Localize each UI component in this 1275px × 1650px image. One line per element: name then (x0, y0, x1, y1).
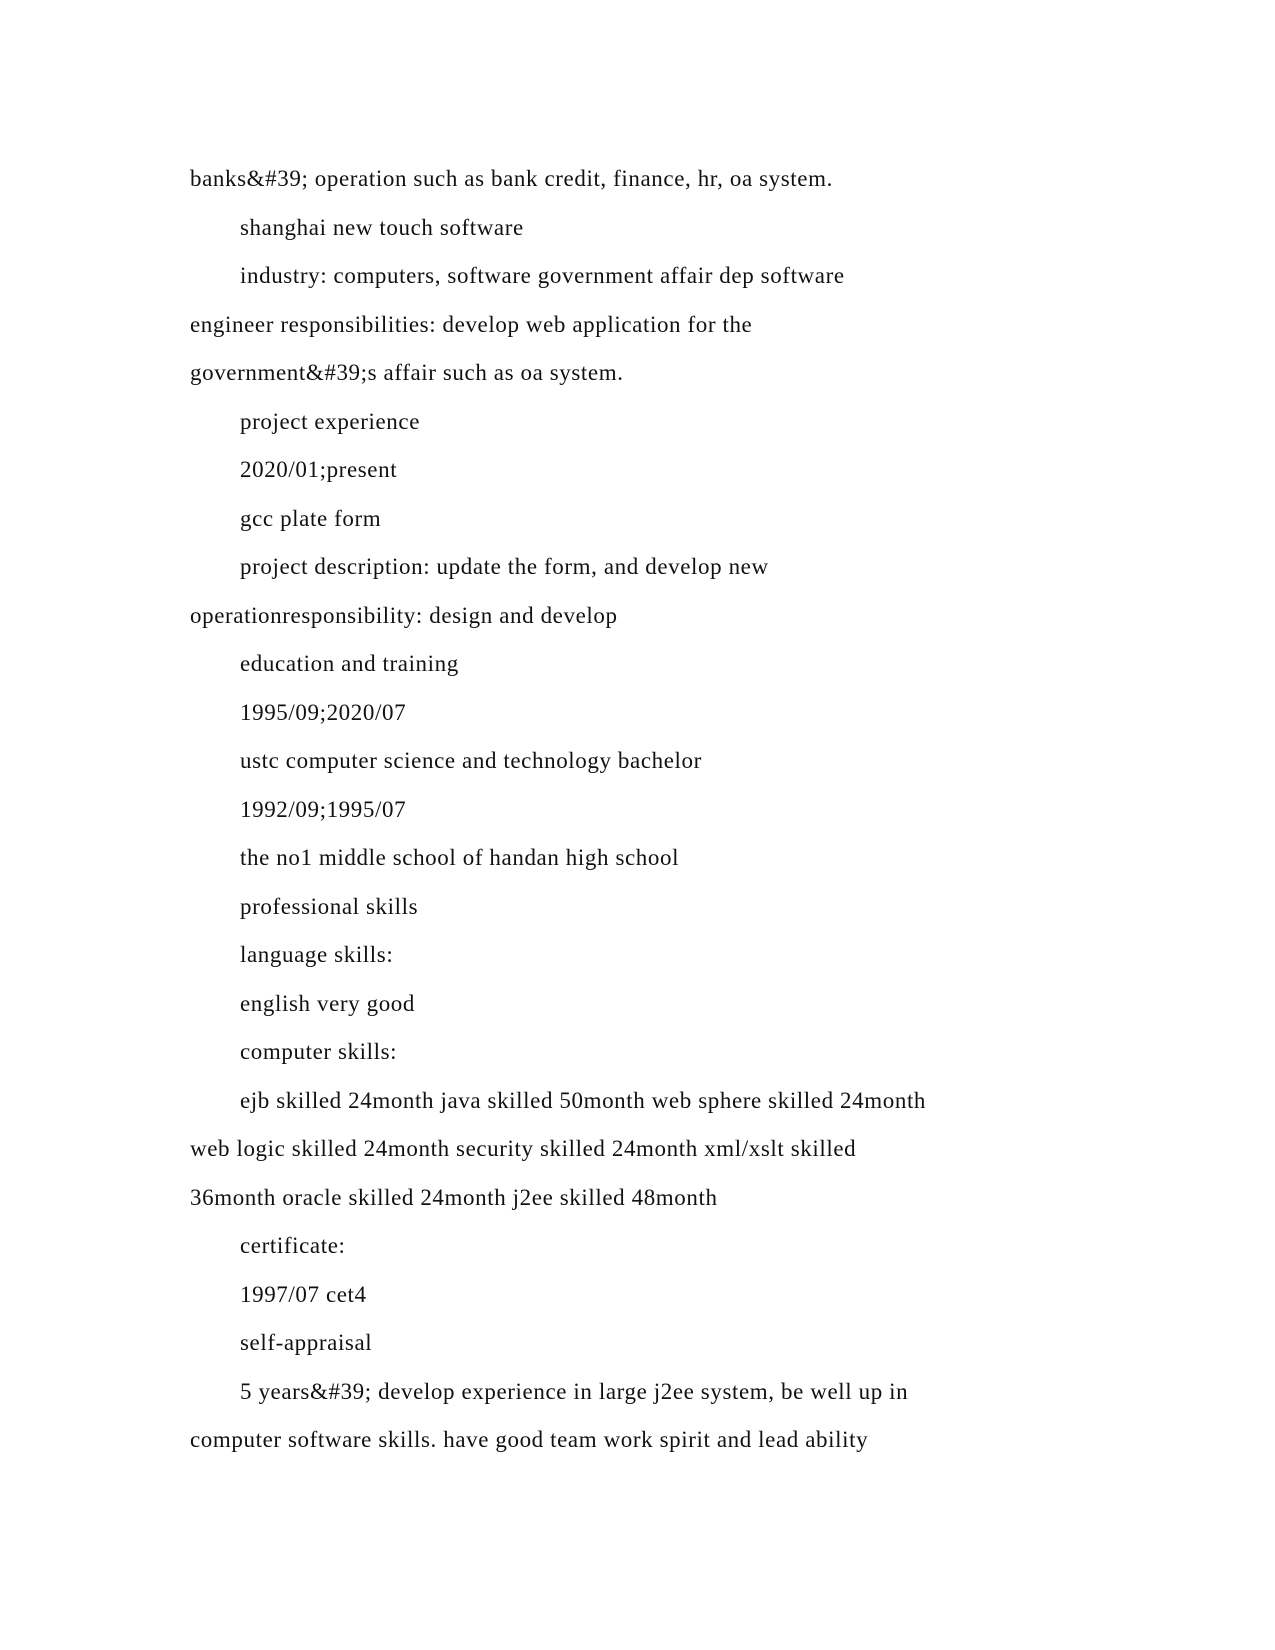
text-line-1: banks&#39; operation such as bank credit, finance, hr, oa system. (190, 166, 833, 191)
text-line-3: industry: computers, software government affair dep software (240, 263, 845, 288)
text-line-15: the no1 middle school of handan high school (240, 845, 680, 870)
text-line-2: shanghai new touch software (240, 214, 524, 240)
text-line-17: language skills: (240, 942, 394, 967)
section-heading-self-appraisal: self-appraisal (240, 1330, 373, 1355)
text-line-4: engineer responsibilities: develop web application for the (190, 311, 753, 337)
text-line-5: government&#39;s affair such as oa system. (190, 360, 624, 385)
text-line-14: 1992/09;1995/07 (240, 796, 407, 822)
text-line-13: ustc computer science and technology bachelor (240, 748, 702, 773)
text-line-12: 1995/09;2020/07 (240, 699, 407, 725)
text-line-22: 36month oracle skilled 24month j2ee skilled 48month (190, 1184, 718, 1210)
document-body (190, 155, 1090, 1465)
text-line-18: english very good (240, 990, 416, 1016)
text-line-9: project description: update the form, and develop new (240, 554, 769, 579)
text-line-23: certificate: (240, 1233, 346, 1258)
text-line-27: computer software skills. have good team work spirit and lead ability (190, 1427, 869, 1452)
text-line-20: ejb skilled 24month java skilled 50month web sphere skilled 24month (240, 1087, 927, 1113)
text-line-7: 2020/01;present (240, 457, 398, 482)
text-line-10: operationresponsibility: design and develop (190, 602, 618, 628)
text-line-19: computer skills: (240, 1039, 398, 1064)
text-line-21: web logic skilled 24month security skilled 24month xml/xslt skilled (190, 1136, 857, 1161)
text-line-24: 1997/07 cet4 (240, 1281, 367, 1307)
section-heading-education: education and training (240, 651, 459, 676)
section-heading-project-experience: project experience (240, 408, 420, 434)
section-heading-professional-skills: professional skills (240, 893, 419, 919)
text-line-8: gcc plate form (240, 505, 382, 531)
text-line-26: 5 years&#39; develop experience in large j2ee system, be well up in (240, 1378, 909, 1404)
